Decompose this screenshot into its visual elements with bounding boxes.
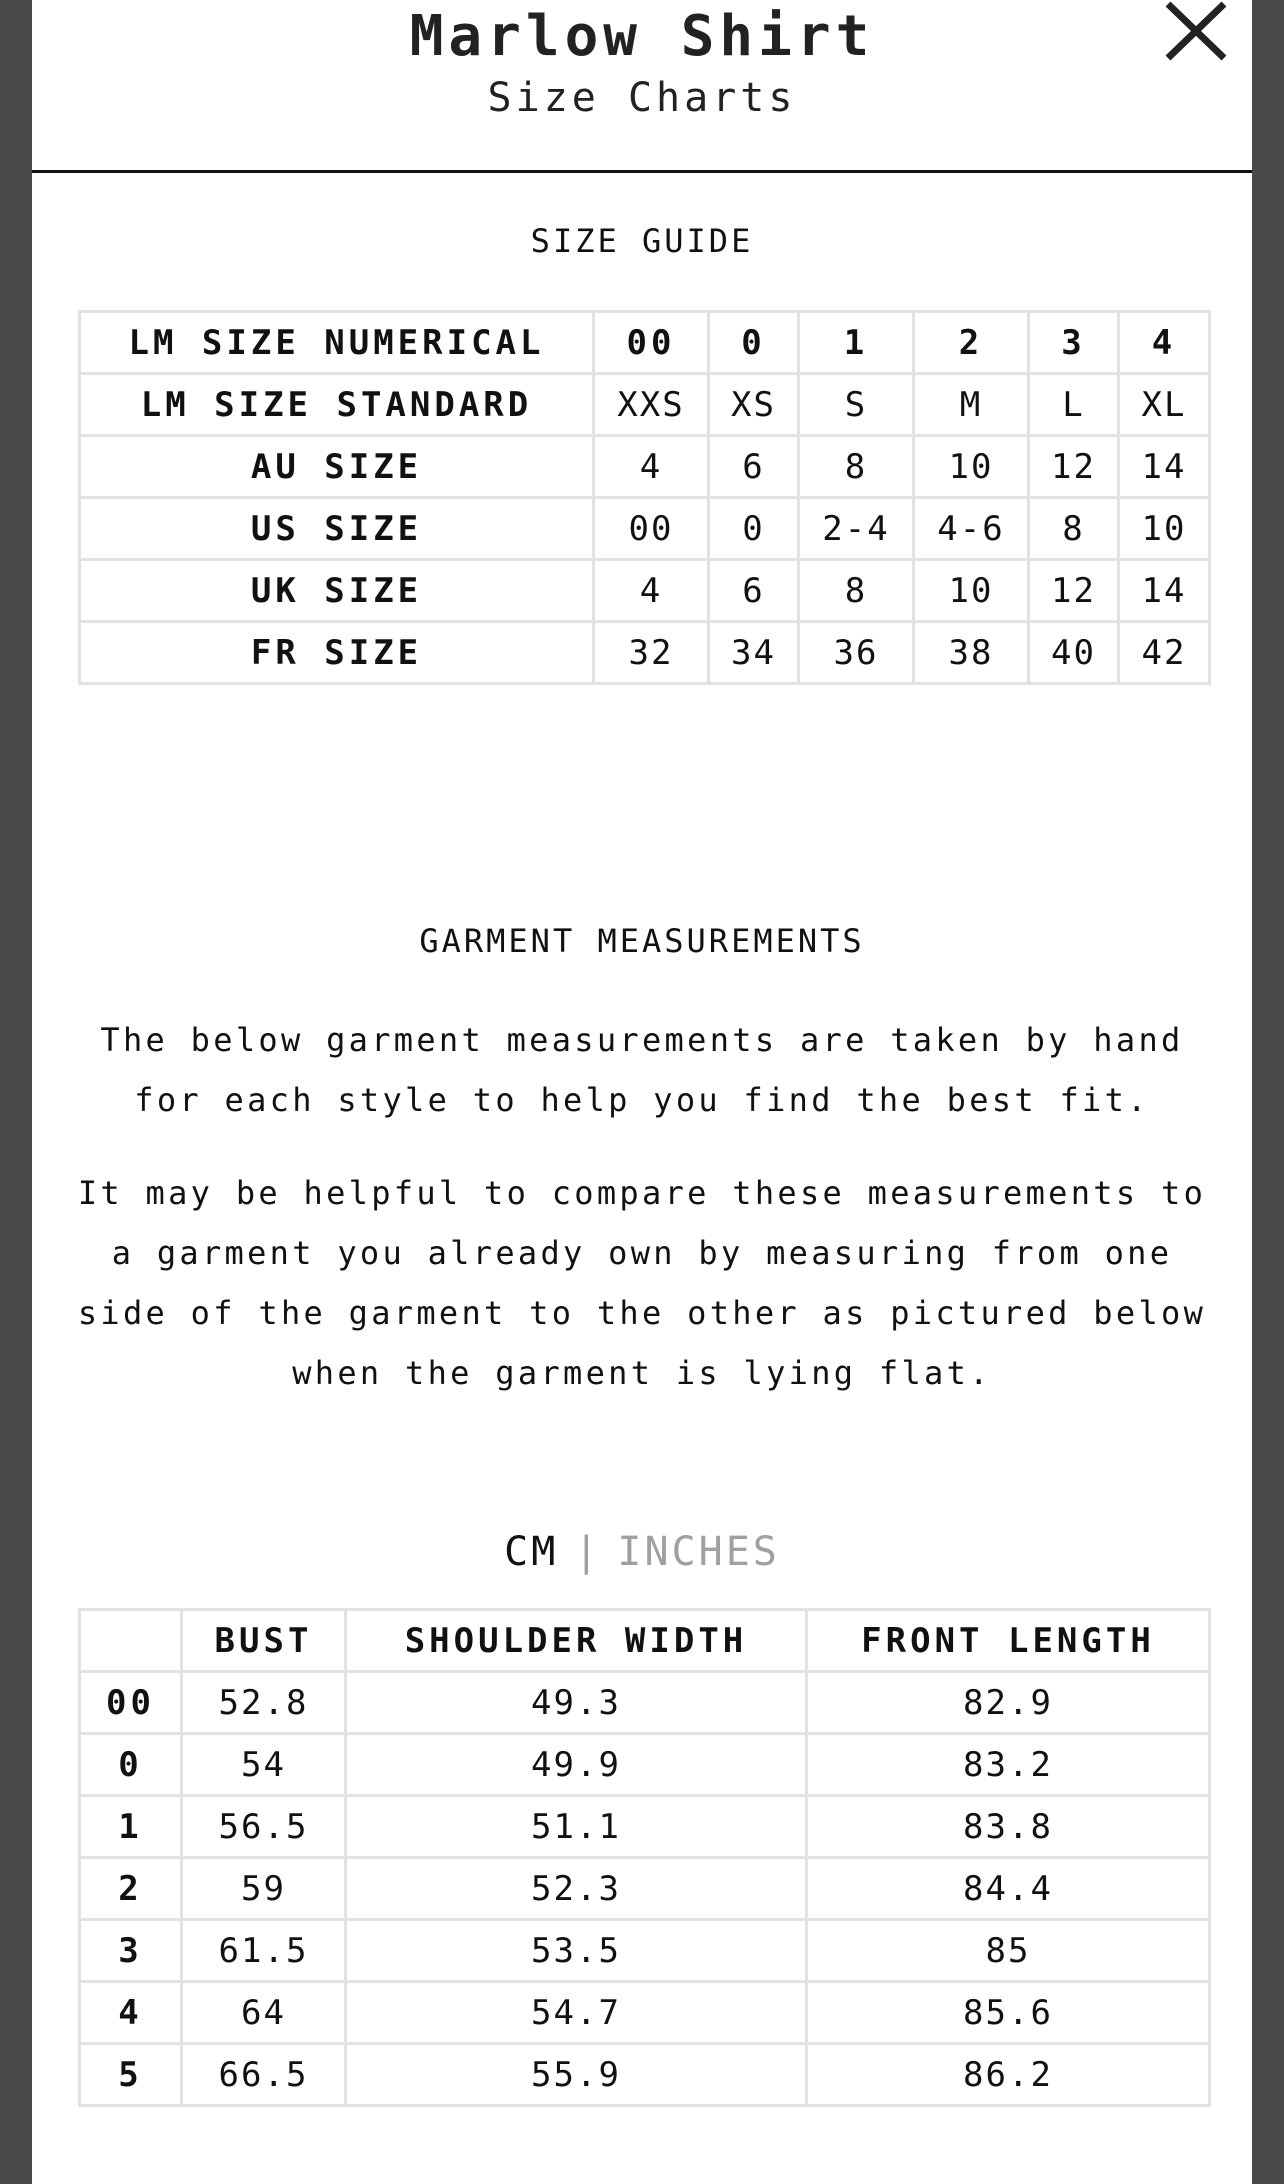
table-row (80, 1796, 1210, 1858)
table-cell: 14 (1119, 560, 1210, 622)
unit-separator: | (574, 1529, 602, 1575)
table-cell: 86.2 (807, 2044, 1210, 2106)
size-chart-modal (32, 0, 1252, 2184)
table-cell: 2-4 (799, 498, 914, 560)
table-cell: 2 (914, 312, 1029, 374)
table-cell: S (799, 374, 914, 436)
unit-cm-option[interactable]: CM (504, 1529, 559, 1575)
table-row (80, 1982, 1210, 2044)
close-button[interactable] (1160, 0, 1232, 66)
table-cell: 34 (709, 622, 799, 684)
table-cell: XXS (594, 374, 709, 436)
table-cell: 6 (709, 560, 799, 622)
table-row (80, 1858, 1210, 1920)
table-row (80, 622, 1210, 684)
table-row (80, 560, 1210, 622)
row-size-label: 3 (80, 1920, 182, 1982)
table-cell: 4 (594, 560, 709, 622)
measurements-intro-text: The below garment measurements are taken by hand for each style to help you find the best fit. (100, 1021, 1184, 1119)
table-cell: 85.6 (807, 1982, 1210, 2044)
column-header-size (80, 1610, 182, 1672)
table-cell: 4-6 (914, 498, 1029, 560)
table-cell: 32 (594, 622, 709, 684)
table-cell: 36 (799, 622, 914, 684)
row-label: FR SIZE (80, 622, 594, 684)
table-cell: 55.9 (346, 2044, 807, 2106)
measurements-help-text: It may be helpful to compare these measurements to a garment you already own by measuring from one side of the garment to the other as pictured below when the garment is lying flat. (77, 1174, 1207, 1392)
garment-measurements-table (78, 1608, 1211, 2107)
table-cell: 0 (709, 312, 799, 374)
row-label: AU SIZE (80, 436, 594, 498)
table-cell: XS (709, 374, 799, 436)
row-label: UK SIZE (80, 560, 594, 622)
table-cell: 53.5 (346, 1920, 807, 1982)
row-size-label: 00 (80, 1672, 182, 1734)
row-label: LM SIZE NUMERICAL (80, 312, 594, 374)
table-cell: 64 (182, 1982, 346, 2044)
table-cell: 66.5 (182, 2044, 346, 2106)
table-cell: 10 (914, 436, 1029, 498)
table-cell: 6 (709, 436, 799, 498)
table-cell: 10 (914, 560, 1029, 622)
table-row (80, 374, 1210, 436)
table-row (80, 1672, 1210, 1734)
row-size-label: 4 (80, 1982, 182, 2044)
table-cell: 0 (709, 498, 799, 560)
row-size-label: 5 (80, 2044, 182, 2106)
table-cell: 56.5 (182, 1796, 346, 1858)
column-header-front-length: FRONT LENGTH (807, 1610, 1210, 1672)
table-cell: 54.7 (346, 1982, 807, 2044)
table-cell: 00 (594, 312, 709, 374)
close-icon (1160, 0, 1232, 66)
table-cell: 1 (799, 312, 914, 374)
table-cell: 10 (1119, 498, 1210, 560)
table-cell: 40 (1029, 622, 1119, 684)
size-guide-table (78, 310, 1211, 685)
table-cell: 12 (1029, 560, 1119, 622)
row-size-label: 0 (80, 1734, 182, 1796)
unit-toggle (32, 1526, 1252, 1578)
table-cell: 54 (182, 1734, 346, 1796)
row-label: LM SIZE STANDARD (80, 374, 594, 436)
table-cell: 51.1 (346, 1796, 807, 1858)
table-row (80, 2044, 1210, 2106)
table-cell: 52.8 (182, 1672, 346, 1734)
table-cell: 12 (1029, 436, 1119, 498)
unit-inches-option[interactable]: INCHES (617, 1529, 780, 1575)
table-row (80, 1734, 1210, 1796)
modal-subtitle: Size Charts (487, 75, 797, 121)
row-label: US SIZE (80, 498, 594, 560)
table-cell: 4 (594, 436, 709, 498)
table-cell: 49.9 (346, 1734, 807, 1796)
table-row (80, 1920, 1210, 1982)
table-cell: 00 (594, 498, 709, 560)
column-header-shoulder-width: SHOULDER WIDTH (346, 1610, 807, 1672)
modal-header (32, 0, 1252, 173)
table-row (80, 312, 1210, 374)
table-cell: 52.3 (346, 1858, 807, 1920)
table-cell: 8 (799, 436, 914, 498)
size-guide-heading: SIZE GUIDE (530, 222, 754, 260)
table-cell: 38 (914, 622, 1029, 684)
table-cell: 83.8 (807, 1796, 1210, 1858)
table-cell: 42 (1119, 622, 1210, 684)
table-cell: M (914, 374, 1029, 436)
table-cell: 14 (1119, 436, 1210, 498)
table-cell: XL (1119, 374, 1210, 436)
table-cell: 84.4 (807, 1858, 1210, 1920)
table-cell: 4 (1119, 312, 1210, 374)
row-size-label: 1 (80, 1796, 182, 1858)
table-cell: 82.9 (807, 1672, 1210, 1734)
table-cell: 8 (799, 560, 914, 622)
table-row (80, 436, 1210, 498)
table-cell: 8 (1029, 498, 1119, 560)
column-header-bust: BUST (182, 1610, 346, 1672)
table-cell: 61.5 (182, 1920, 346, 1982)
table-cell: L (1029, 374, 1119, 436)
table-cell: 83.2 (807, 1734, 1210, 1796)
table-cell: 85 (807, 1920, 1210, 1982)
table-cell: 49.3 (346, 1672, 807, 1734)
product-title: Marlow Shirt (409, 4, 875, 69)
table-cell: 3 (1029, 312, 1119, 374)
garment-measurements-heading: GARMENT MEASUREMENTS (419, 922, 865, 960)
table-cell: 59 (182, 1858, 346, 1920)
row-size-label: 2 (80, 1858, 182, 1920)
table-row (80, 498, 1210, 560)
